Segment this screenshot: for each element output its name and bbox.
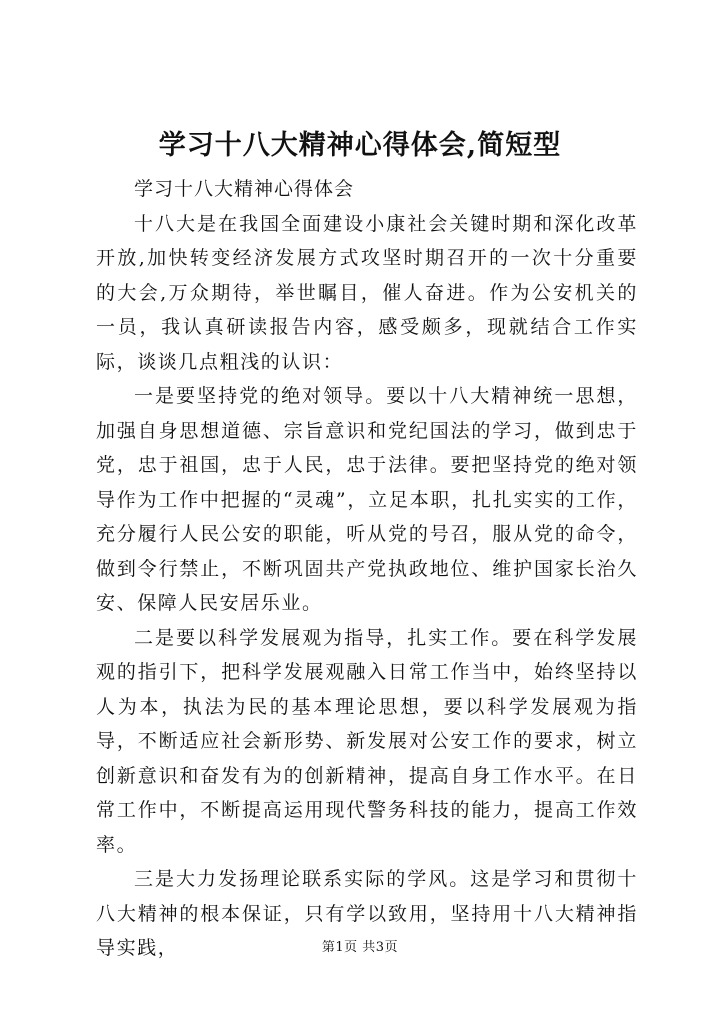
page-number-footer: 第1页 共3页 — [321, 940, 399, 955]
paragraph-point-two: 二是要以科学发展观为指导，扎实工作。要在科学发展观的指引下，把科学发展观融入日常工作当中，始终坚持以人为本，执法为民的基本理论思想，要以科学发展观为指导，不断适应社会新形势、新发展对公安工作的要求，树立创新意识和奋发有为的创新精神，提高自身工作水平。在日常工作中，不断提高运用现代警务科技的能力，提高工作效率。 — [96, 626, 638, 856]
paragraph-intro: 十八大是在我国全面建设小康社会关键时期和深化改革开放,加快转变经济发展方式攻坚时期召开的一次十分重要的大会,万众期待，举世瞩目，催人奋进。作为公安机关的一员，我认真研读报告内容，感受颇多，现就结合工作实际，谈谈几点粗浅的认识： — [96, 212, 638, 373]
document-subtitle: 学习十八大精神心得体会 — [134, 178, 355, 200]
document-body — [96, 172, 638, 966]
paragraph-point-three: 三是大力发扬理论联系实际的学风。这是学习和贯彻十八大精神的根本保证，只有学以致用，坚持用十八大精神指导实践， — [96, 868, 638, 959]
paragraph-point-one: 一是要坚持党的绝对领导。要以十八大精神统一思想，加强自身思想道德、宗旨意识和党纪国法的学习，做到忠于党，忠于祖国，忠于人民，忠于法律。要把坚持党的绝对领导作为工作中把握的“灵魂”，立足本职，扎扎实实的工作，充分履行人民公安的职能，听从党的号召，服从党的命令，做到令行禁止，不断巩固共产党执政地位、维护国家长治久安、保障人民安居乐业。 — [96, 385, 638, 614]
document-title: 学习十八大精神心得体会,简短型 — [158, 130, 562, 161]
